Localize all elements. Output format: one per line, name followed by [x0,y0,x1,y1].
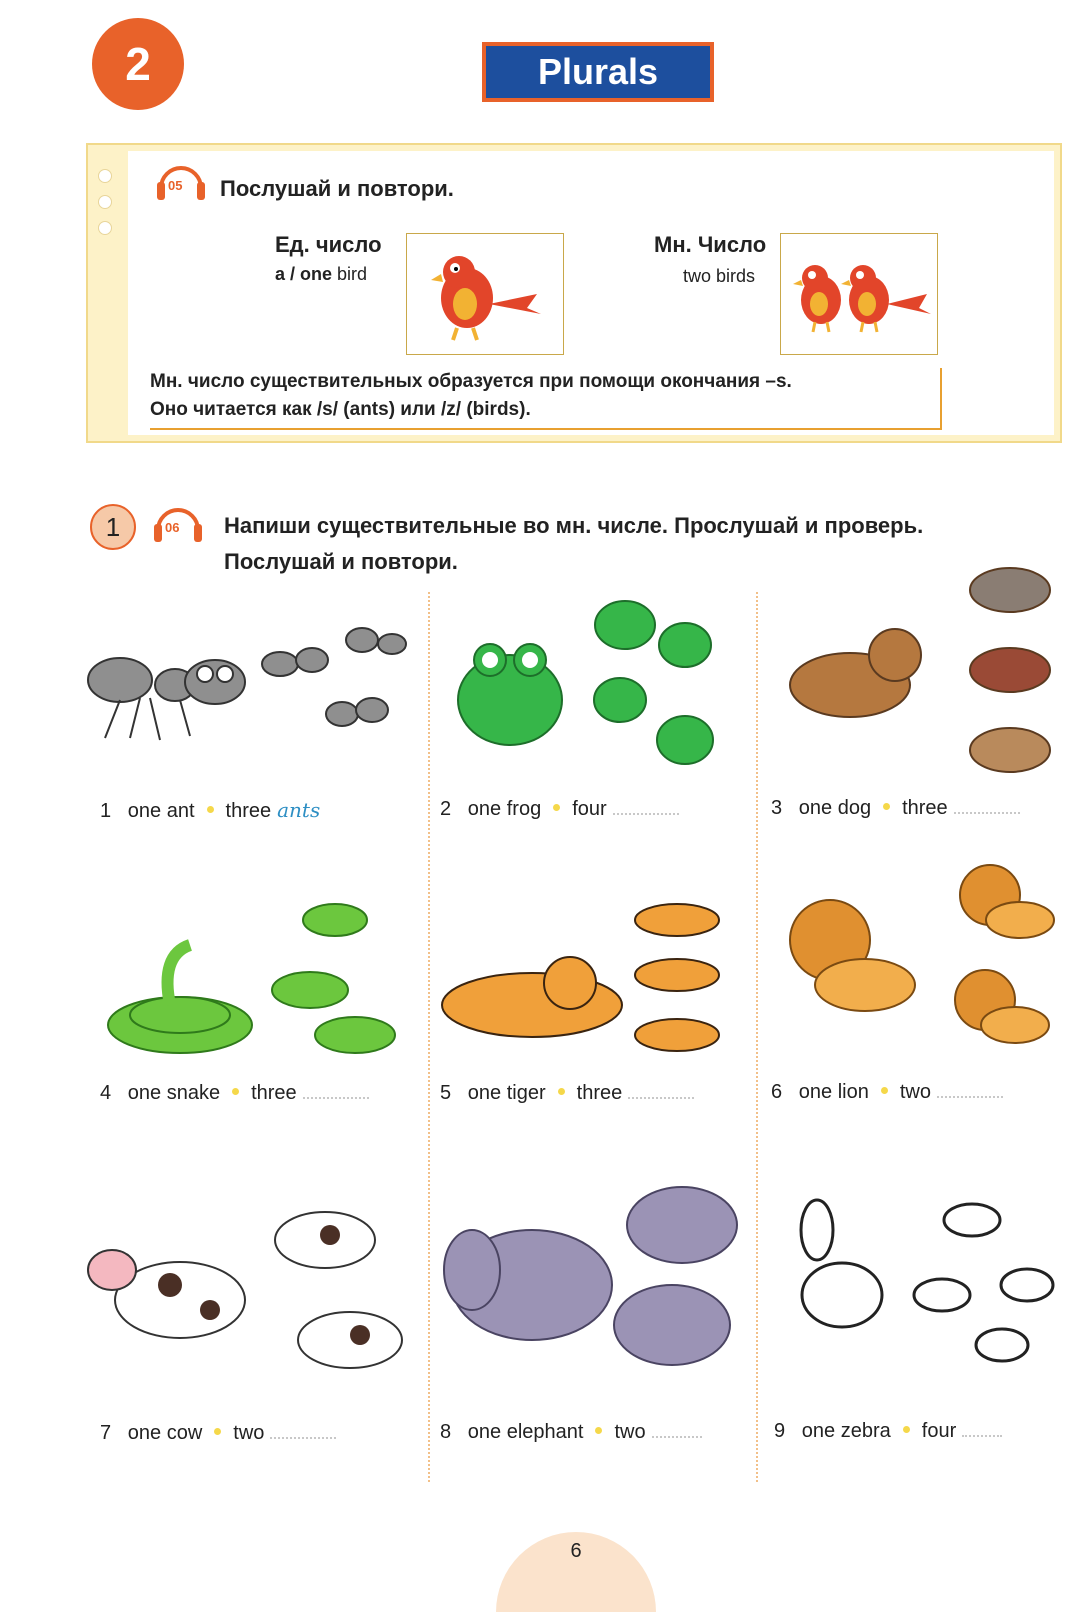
column-divider [428,592,430,1482]
exercise-number: 1 [90,504,136,550]
item-8: 8 one elephant two [440,1421,702,1444]
snakes-illustration [100,875,410,1065]
cows-illustration [80,1190,410,1380]
answer-blank[interactable] [303,1097,369,1099]
item-9: 9 one zebra four [774,1420,1002,1443]
answer-blank[interactable] [652,1436,702,1438]
answer-blank[interactable] [613,813,679,815]
item-4: 4 one snake three [100,1082,369,1105]
track-number: 05 [168,178,183,193]
page-number: 6 [496,1532,656,1612]
lions-illustration [775,855,1065,1065]
item-7: 7 one cow two [100,1422,336,1445]
unit-number-badge: 2 [92,18,184,110]
headphones-icon[interactable] [152,500,204,544]
answer-blank[interactable] [628,1097,694,1099]
dogs-illustration [770,560,1070,790]
zebras-illustration [772,1175,1072,1375]
track-number: 06 [165,520,180,535]
two-birds-picture [780,233,938,355]
frogs-illustration [450,590,740,780]
item-6: 6 one lion two [771,1081,1003,1104]
answer-blank[interactable] [962,1435,1002,1437]
ants-illustration [80,610,420,760]
answer-blank[interactable] [270,1437,336,1439]
headphones-icon[interactable] [155,158,207,202]
plural-example: two birds [683,266,756,286]
rule-heading: Послушай и повтори. [220,176,454,201]
item-3: 3 one dog three [771,797,1020,820]
item-1: 1 one ant three ants [100,798,321,822]
rule-explanation: Мн. число существительных образуется при помощи окончания –s. Оно читается как /s/ (ants) или /z/ (birds). [150,368,942,430]
item-5: 5 one tiger three [440,1082,694,1105]
plural-label: Мн. Число [654,232,767,257]
answer-field[interactable]: ants [277,798,321,822]
tigers-illustration [432,895,732,1065]
binder-holes [98,169,114,247]
page-title: Plurals [482,42,714,102]
singular-label: Ед. число [275,232,382,257]
item-2: 2 one frog four [440,798,679,821]
single-bird-picture [406,233,564,355]
exercise-instruction: Напиши существительные во мн. числе. Прослушай и проверь. Послушай и повтори. [224,513,924,574]
elephants-illustration [432,1175,742,1375]
singular-example: a / one bird [275,264,368,284]
column-divider [756,592,758,1482]
answer-blank[interactable] [954,812,1020,814]
answer-blank[interactable] [937,1096,1003,1098]
